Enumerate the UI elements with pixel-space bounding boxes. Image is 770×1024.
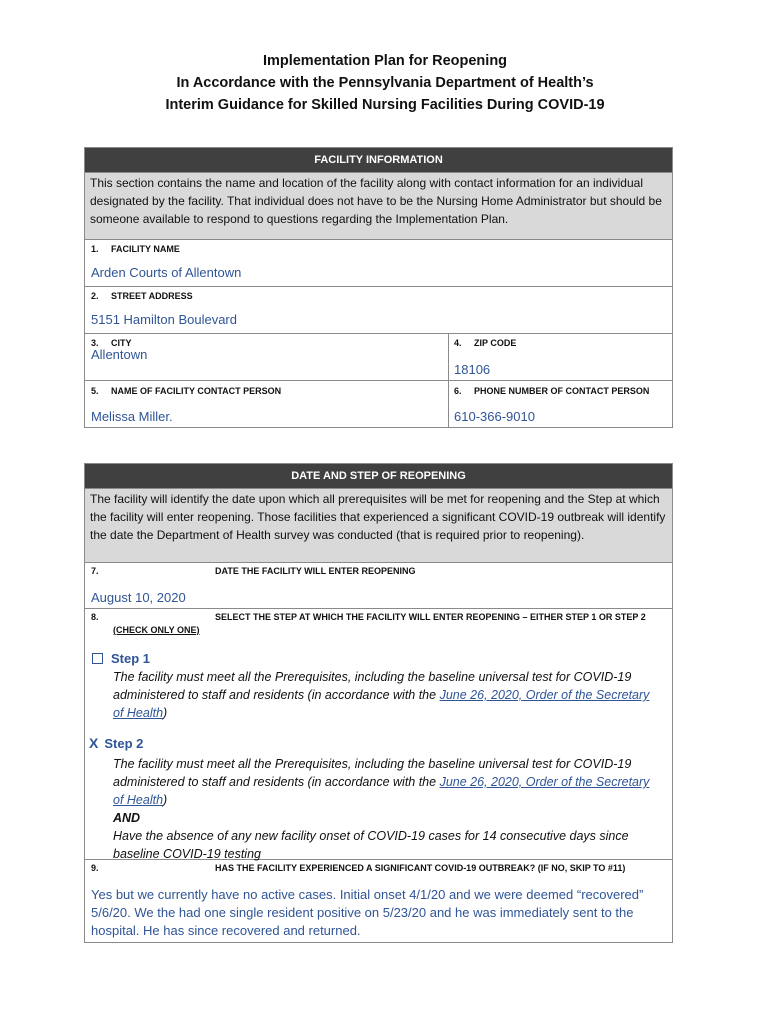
street-address-field[interactable]: 5151 Hamilton Boulevard — [91, 312, 237, 327]
contact-person-label: 5. NAME OF FACILITY CONTACT PERSON — [91, 386, 282, 396]
step-1-order-link[interactable]: June 26, 2020, Order of the Secretary of Health — [113, 688, 650, 720]
zip-code-label: 4. ZIP CODE — [454, 338, 517, 348]
title-line-2: In Accordance with the Pennsylvania Department of Health’s — [176, 75, 594, 91]
facility-name-label: 1. FACILITY NAME — [91, 244, 180, 254]
step-1-option[interactable] — [92, 650, 150, 668]
city-zip-row — [85, 334, 672, 381]
phone-number-field[interactable]: 610-366-9010 — [454, 409, 535, 424]
city-label: 3. CITY — [91, 338, 132, 348]
reopening-date-label: DATE THE FACILITY WILL ENTER REOPENING — [215, 566, 416, 576]
reopening-step-row — [85, 609, 672, 860]
reopening-intro-text: The facility will identify the date upon which all prerequisites will be met for reopening and the Step at which the facility will enter reopening. Those facilities that experienced a significant COVID-19 outbreak will identify the date the Department of Health survey was conducted (that is required prior to reopening). — [85, 489, 672, 563]
phone-number-label: 6. PHONE NUMBER OF CONTACT PERSON — [454, 386, 650, 396]
step-1-checkbox-icon[interactable] — [92, 653, 103, 664]
document-title — [0, 50, 770, 116]
facility-information-header: FACILITY INFORMATION — [85, 148, 672, 173]
street-address-row — [85, 287, 672, 334]
facility-name-row — [85, 240, 672, 287]
column-divider — [448, 334, 449, 380]
question-7-number: 7. — [91, 566, 99, 576]
outbreak-answer-field[interactable]: Yes but we currently have no active cases. Initial onset 4/1/20 and we were deemed “recovered” 5/6/20. We the had one single resident positive on 5/23/20 and he was immediately sent to the hospital. He has since recovered and returned. — [91, 887, 644, 938]
reopening-date-field[interactable]: August 10, 2020 — [91, 590, 186, 605]
reopening-header: DATE AND STEP OF REOPENING — [85, 464, 672, 489]
step-2-label: Step 2 — [104, 736, 144, 751]
title-line-3: Interim Guidance for Skilled Nursing Facilities During COVID-19 — [165, 97, 605, 113]
question-8-number: 8. — [91, 612, 99, 622]
step-2-description: The facility must meet all the Prerequisites, including the baseline universal test for COVID-19 administered to staff and residents (in accordance with the June 26, 2020, Order of the Secretary of Health) AND Have the absence of any new facility onset of COVID-19 cases for 14 consecutive days since baseline COVID-19 testing — [113, 757, 650, 861]
step-2-additional-requirement: Have the absence of any new facility onset of COVID-19 cases for 14 consecutive days since baseline COVID-19 testing — [113, 829, 629, 861]
facility-intro-text: This section contains the name and location of the facility along with contact information for an individual designated by the facility. That individual does not have to be the Nursing Home Administrator but should be someone available to respond to questions regarding the Implementation Plan. — [85, 173, 672, 240]
check-only-one-note: (CHECK ONLY ONE) — [113, 625, 200, 635]
step-2-check-mark-icon[interactable]: X — [89, 735, 99, 751]
step-1-description: The facility must meet all the Prerequisites, including the baseline universal test for COVID-19 administered to staff and residents (in accordance with the June 26, 2020, Order of the Secretary of Health) — [113, 670, 650, 720]
city-field[interactable]: Allentown — [91, 347, 148, 362]
question-9-number: 9. — [91, 863, 99, 873]
title-line-1: Implementation Plan for Reopening — [262, 53, 508, 69]
zip-code-field[interactable]: 18106 — [454, 362, 491, 377]
reopening-step-label: SELECT THE STEP AT WHICH THE FACILITY WILL ENTER REOPENING – EITHER STEP 1 OR STEP 2 — [215, 612, 646, 622]
reopening-table — [84, 463, 673, 943]
outbreak-question-label: HAS THE FACILITY EXPERIENCED A SIGNIFICANT COVID-19 OUTBREAK? (IF NO, SKIP TO #11) — [215, 863, 626, 873]
step-2-and: AND — [113, 811, 141, 825]
contact-row — [85, 381, 672, 427]
column-divider — [448, 381, 449, 427]
step-2-option[interactable] — [89, 735, 143, 753]
street-address-label: 2. STREET ADDRESS — [91, 291, 193, 301]
step-1-label: Step 1 — [111, 651, 151, 666]
facility-name-field[interactable]: Arden Courts of Allentown — [91, 265, 242, 280]
outbreak-row — [85, 860, 672, 942]
reopening-date-row — [85, 563, 672, 609]
facility-information-table — [84, 147, 673, 428]
contact-person-field[interactable]: Melissa Miller. — [91, 409, 173, 424]
step-2-order-link[interactable]: June 26, 2020, Order of the Secretary of Health — [113, 775, 650, 807]
